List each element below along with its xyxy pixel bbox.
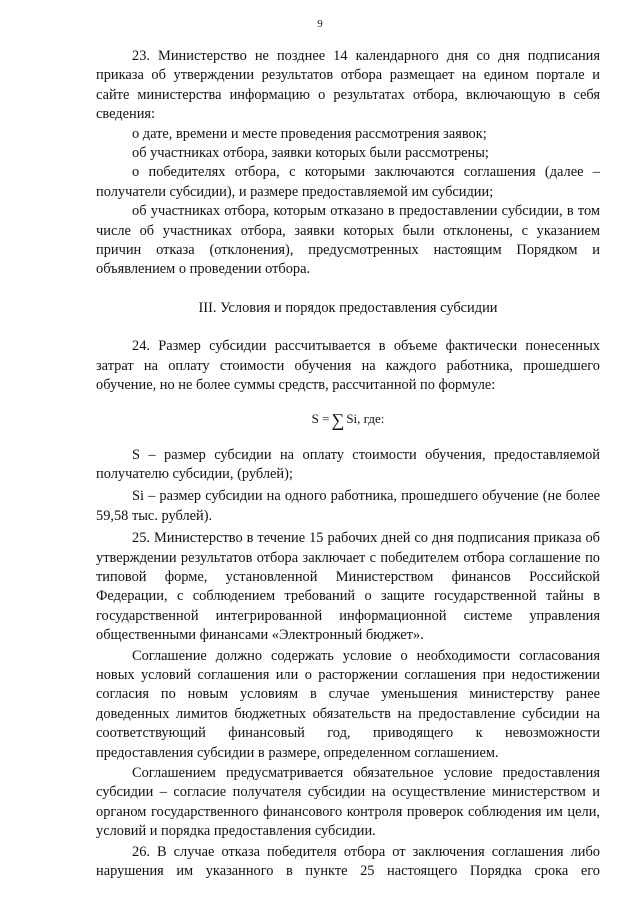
agreement-conditions: Соглашение должно содержать условие о необходимости согласования новых условий соглашения или о расторжении соглашения при недостижении согласия по новым условиям в случае уменьшения министерству ранее доведенных лимитов бюджетных обязательств на предоставление субсидии на соответствующий финансовый год, приводящего к невозможности предоставления субсидии в размере, определенном соглашением. (96, 647, 600, 761)
info-item-participants: об участниках отбора, заявки которых были рассмотрены; (132, 145, 489, 162)
info-item-date: о дате, времени и месте проведения рассмотрения заявок; (132, 125, 487, 142)
paragraph-23: 23. Министерство не позднее 14 календарного дня со дня подписания приказа об утверждении результатов отбора размещает на едином портале и сайте министерства информацию о результатах отбора, включающую в себя сведения: (96, 48, 600, 123)
section-heading: III. Условия и порядок предоставления субсидии (198, 299, 498, 316)
formula-left: S = (311, 410, 330, 426)
page-number: 9 (317, 18, 323, 30)
definition-si: Si – размер субсидии на одного работника, прошедшего обучение (не более 59,58 тыс. рублей). (96, 488, 600, 524)
paragraph-26: 26. В случае отказа победителя отбора от заключения соглашения либо нарушения им указанного в пункте 25 настоящего Порядка срока его (96, 843, 600, 880)
paragraph-25: 25. Министерство в течение 15 рабочих дней со дня подписания приказа об утверждении результатов отбора заключает с победителем отбора соглашение по типовой форме, установленной Министерством финансов Российской Федерации, с соблюдением требований о защите государственной тайны в государственной интегрированной информационной системе управления общественными финансами «Электронный бюджет». (96, 530, 600, 644)
definition-s: S – размер субсидии на оплату стоимости обучения, предоставляемой получателю субсидии, (рублей); (96, 446, 600, 482)
formula-right: Si, где: (346, 410, 385, 426)
info-item-winners: о победителях отбора, с которыми заключаются соглашения (далее – получатели субсидии), и размере предоставляемой им субсидии; (96, 164, 600, 200)
subsidy-formula (96, 409, 600, 429)
info-item-rejected: об участниках отбора, которым отказано в предоставлении субсидии, в том числе об участниках отбора, заявки которых были отклонены, с указанием причин отказа (отклонения), предусмотренных настоящим Порядком и объявлением о проведении отбора. (96, 203, 600, 278)
document-body (96, 47, 600, 881)
sum-symbol: ∑ (331, 409, 345, 430)
paragraph-24: 24. Размер субсидии рассчитывается в объеме фактически понесенных затрат на оплату стоимости обучения на каждого работника, прошедшего обучение, но не более суммы средств, рассчитанной по формуле: (96, 338, 600, 394)
agreement-consent: Соглашением предусматривается обязательное условие предоставления субсидии – согласие получателя субсидии на осуществление министерством и органом государственного финансового контроля проверок соблюдения им цели, условий и порядка предоставления субсидии. (96, 765, 600, 840)
